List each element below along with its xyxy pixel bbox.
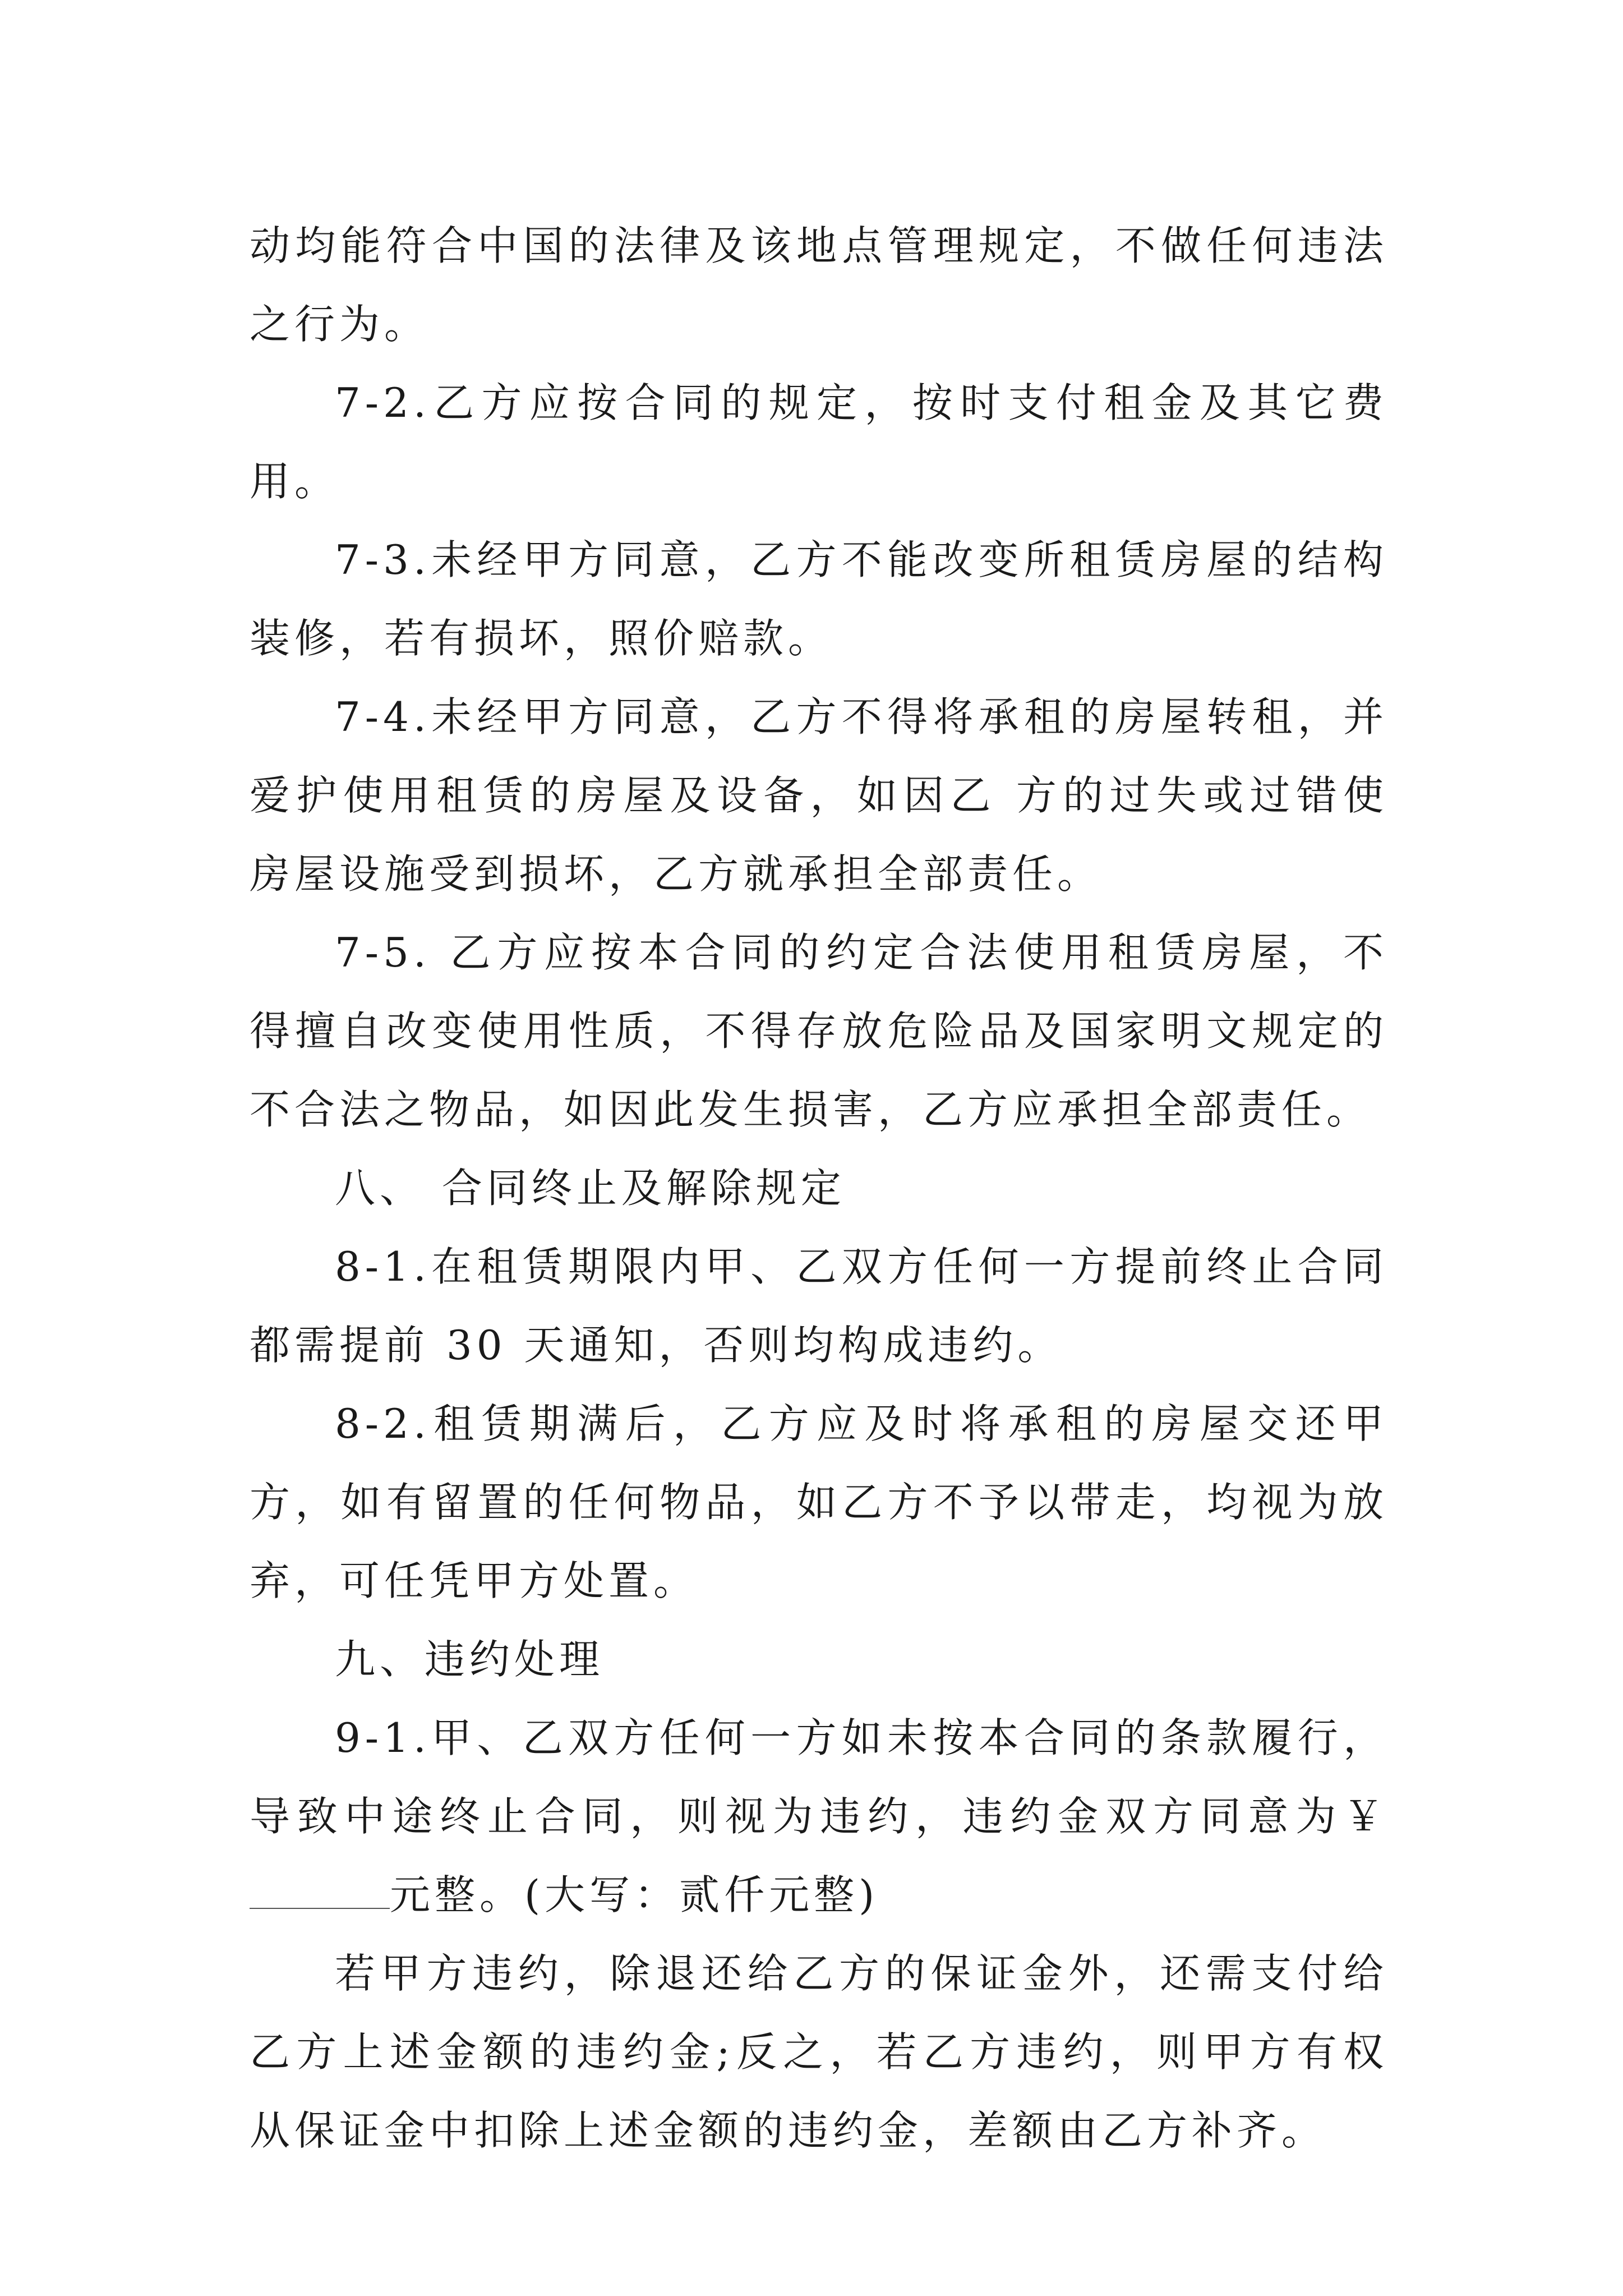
penalty-amount-blank (250, 1874, 390, 1909)
section-heading-8: 八、 合同终止及解除规定 (335, 1165, 846, 1212)
clause-9-1-text: 9-1.甲、乙双方任何一方如未按本合同的条款履行，导致中途终止合同，则视为违约，违约金双方同意为￥ (250, 1714, 1388, 1840)
contract-body (250, 206, 1388, 2170)
clause-8-1: 8-1.在租赁期限内甲、乙双方任何一方提前终止合同都需提前 30 天通知，否则均构成违约。 (250, 1243, 1388, 1369)
clause-9-1-tail: 元整。(大写：贰仟元整) (390, 1871, 879, 1918)
clause-7-2: 7-2.乙方应按合同的规定，按时支付租金及其它费用。 (250, 379, 1388, 505)
breach-consequence-paragraph: 若甲方违约，除退还给乙方的保证金外，还需支付给乙方上述金额的违约金;反之，若乙方违约，则甲方有权从保证金中扣除上述金额的违约金，差额由乙方补齐。 (250, 1950, 1388, 2154)
paragraph-conduct-end: 动均能符合中国的法律及该地点管理规定，不做任何违法之行为。 (250, 222, 1388, 348)
clause-8-2: 8-2.租赁期满后，乙方应及时将承租的房屋交还甲方，如有留置的任何物品，如乙方不予以带走，均视为放弃，可任凭甲方处置。 (250, 1400, 1388, 1604)
section-heading-9: 九、违约处理 (335, 1636, 605, 1683)
clause-7-5: 7-5. 乙方应按本合同的约定合法使用租赁房屋，不得擅自改变使用性质，不得存放危险品及国家明文规定的不合法之物品，如因此发生损害，乙方应承担全部责任。 (250, 929, 1388, 1133)
clause-7-4: 7-4.未经甲方同意，乙方不得将承租的房屋转租，并爱护使用租赁的房屋及设备，如因乙 方的过失或过错使房屋设施受到损坏，乙方就承担全部责任。 (250, 693, 1388, 898)
clause-7-3: 7-3.未经甲方同意，乙方不能改变所租赁房屋的结构装修，若有损坏，照价赔款。 (250, 536, 1388, 662)
clause-9-1 (250, 1699, 1388, 1934)
